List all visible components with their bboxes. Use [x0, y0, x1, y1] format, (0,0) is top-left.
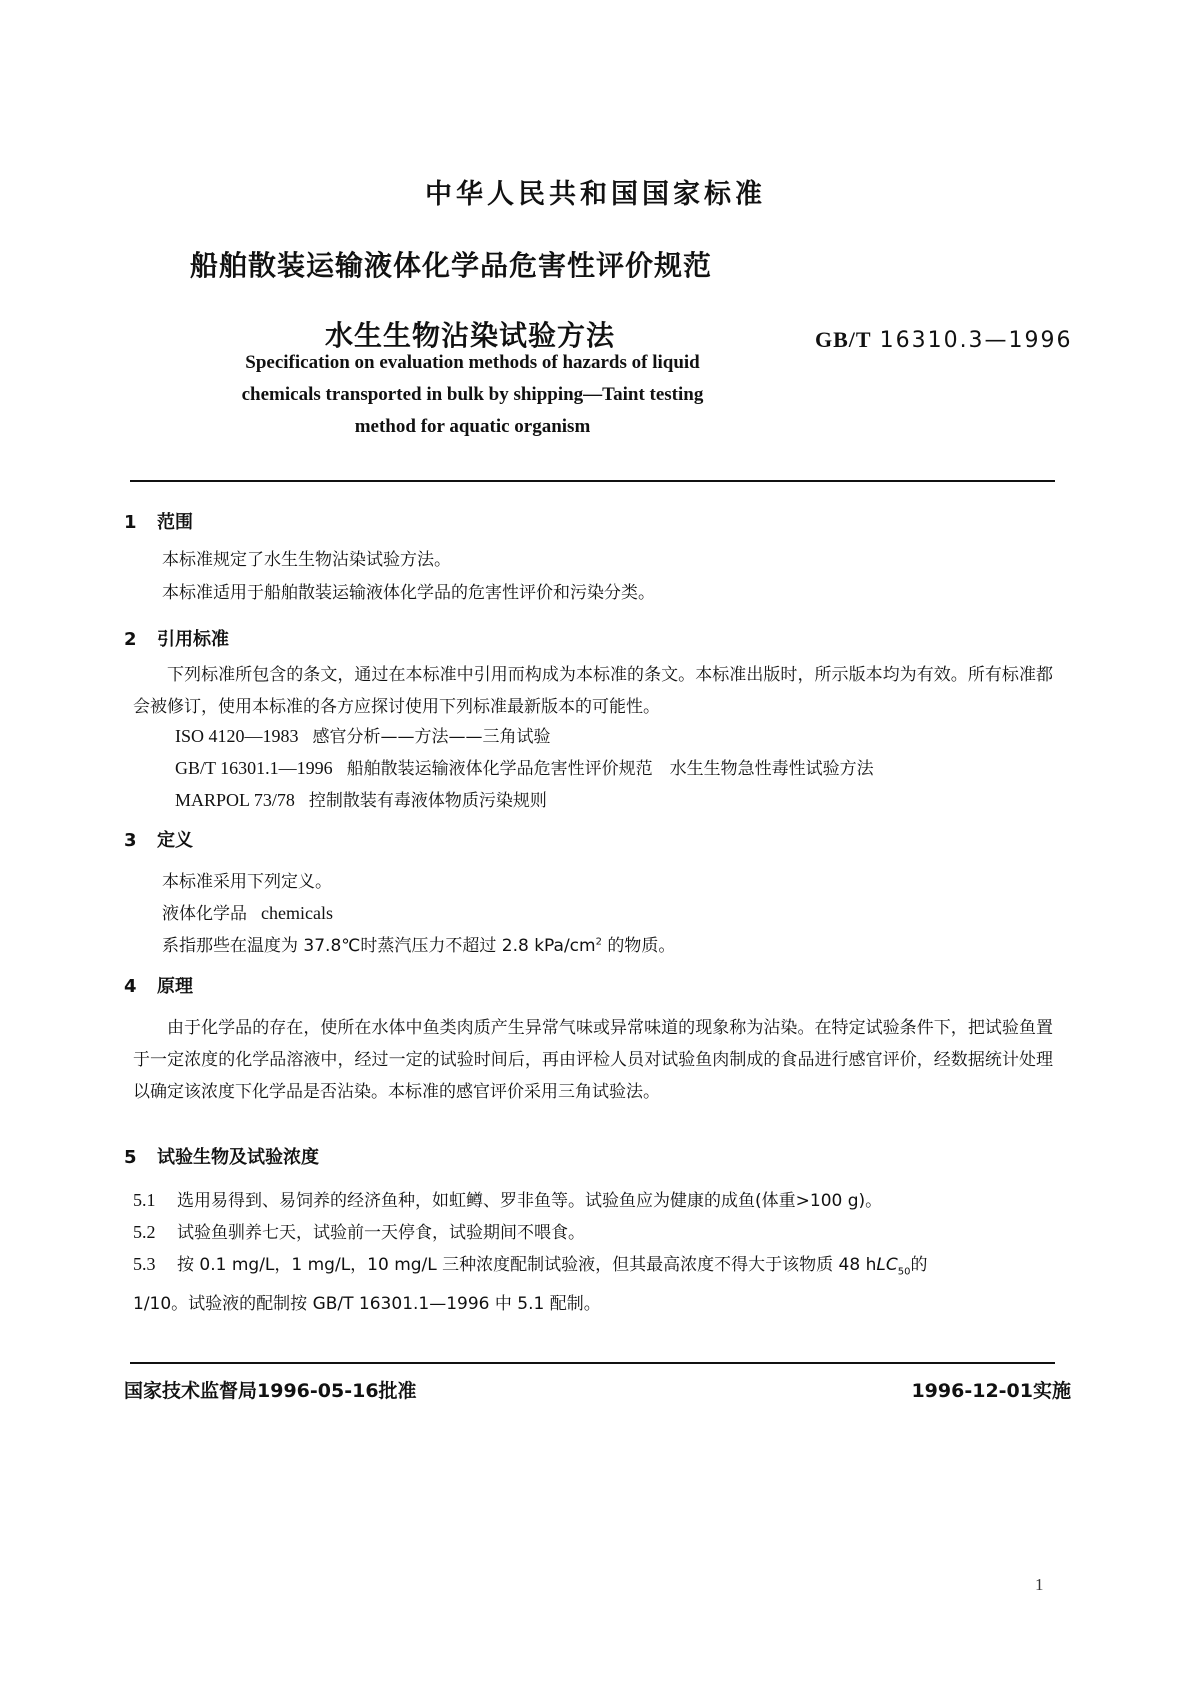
standard-code	[815, 327, 1073, 353]
term-chinese: 液体化学品	[162, 904, 247, 924]
clause-5-2	[133, 1216, 1053, 1249]
term-english: chemicals	[261, 903, 333, 923]
section-2-paragraph: 下列标准所包含的条文，通过在本标准中引用而构成为本标准的条文。本标准出版时，所示版本均为有效。所有标准都会被修订，使用本标准的各方应探讨使用下列标准最新版本的可能性。	[133, 665, 1053, 717]
reference-item	[175, 754, 874, 779]
reference-title: 感官分析——方法——三角试验	[312, 727, 551, 747]
english-title-line: Specification on evaluation methods of hazards of liquid	[245, 352, 700, 373]
clause-number: 5.2	[133, 1222, 156, 1242]
clause-line: 1/10。试验液的配制按 GB/T 16301.1—1996 中 5.1 配制。	[133, 1294, 601, 1315]
reference-code: MARPOL 73/78	[175, 790, 295, 810]
section-4-heading	[124, 972, 193, 998]
english-title-line: chemicals transported in bulk by shipping—Taint testing	[241, 384, 704, 405]
section-title: 引用标准	[157, 629, 229, 650]
section-number: 2	[124, 629, 137, 650]
clause-number: 5.3	[133, 1254, 156, 1274]
clause-line	[133, 1248, 1053, 1288]
page-number: 1	[1035, 1575, 1044, 1594]
section-title: 试验生物及试验浓度	[157, 1147, 319, 1168]
definition-text-end: 的物质。	[601, 936, 676, 956]
definition-text: 系指那些在温度为 37.8℃时蒸汽压力不超过 2.8 kPa/cm	[162, 936, 596, 956]
section-1-heading	[124, 508, 193, 534]
section-number: 1	[124, 512, 137, 533]
national-standard-heading: 中华人民共和国国家标准	[425, 179, 766, 210]
implementation-text: 1996-12-01实施	[911, 1380, 1071, 1402]
section-2-heading	[124, 625, 229, 651]
reference-title: 控制散装有毒液体物质污染规则	[308, 791, 547, 811]
section-1-line: 本标准规定了水生生物沾染试验方法。	[162, 550, 451, 570]
section-number: 5	[124, 1147, 137, 1168]
clause-5-3	[133, 1248, 1053, 1320]
standard-code-number: 16310.3—1996	[879, 328, 1073, 353]
term-definition	[162, 931, 675, 956]
reference-title: 船舶散装运输液体化学品危害性评价规范 水生生物急性毒性试验方法	[346, 759, 874, 779]
standard-code-prefix: GB/T	[815, 327, 872, 352]
footer-divider	[130, 1362, 1055, 1364]
section-number: 3	[124, 830, 137, 851]
term-entry	[162, 899, 333, 924]
document-title-line-2: 水生生物沾染试验方法	[325, 319, 616, 352]
section-title: 定义	[157, 830, 193, 851]
english-title-line: method for aquatic organism	[354, 416, 591, 437]
document-title-line-1: 船舶散装运输液体化学品危害性评价规范	[190, 249, 713, 282]
reference-item	[175, 786, 547, 811]
clause-text: 按 0.1 mg/L，1 mg/L，10 mg/L 三种浓度配制试验液，但其最高浓度不得大于该物质 48 h	[177, 1255, 877, 1275]
section-3-heading	[124, 826, 193, 852]
clause-number: 5.1	[133, 1190, 156, 1210]
clause-text: 试验鱼驯养七天，试验前一天停食，试验期间不喂食。	[177, 1223, 585, 1243]
clause-text-end: 的	[910, 1255, 928, 1275]
section-3-line: 本标准采用下列定义。	[162, 872, 332, 892]
reference-item	[175, 722, 551, 747]
lc-symbol: LC	[876, 1255, 898, 1275]
section-number: 4	[124, 976, 137, 997]
reference-code: GB/T 16301.1—1996	[175, 758, 333, 778]
reference-code: ISO 4120—1983	[175, 726, 299, 746]
clause-text: 选用易得到、易饲养的经济鱼种，如虹鳟、罗非鱼等。试验鱼应为健康的成鱼(体重>100 g)。	[177, 1191, 883, 1211]
approval-text: 国家技术监督局1996-05-16批准	[124, 1380, 417, 1402]
clause-5-1	[133, 1184, 1053, 1217]
section-title: 原理	[157, 976, 193, 997]
section-1-line: 本标准适用于船舶散装运输液体化学品的危害性评价和污染分类。	[162, 583, 655, 603]
english-title	[180, 347, 765, 443]
section-title: 范围	[157, 512, 193, 533]
definition-superscript: 2	[595, 936, 602, 948]
header-divider	[130, 480, 1055, 482]
section-4-paragraph: 由于化学品的存在，使所在水体中鱼类肉质产生异常气味或异常味道的现象称为沾染。在特定试验条件下，把试验鱼置于一定浓度的化学品溶液中，经过一定的试验时间后，再由评检人员对试验鱼肉制成的食品进行感官评价，经数据统计处理以确定该浓度下化学品是否沾染。本标准的感官评价采用三角试验法。	[133, 1018, 1053, 1102]
section-5-heading	[124, 1143, 319, 1169]
lc-subscript: 50	[897, 1266, 911, 1278]
